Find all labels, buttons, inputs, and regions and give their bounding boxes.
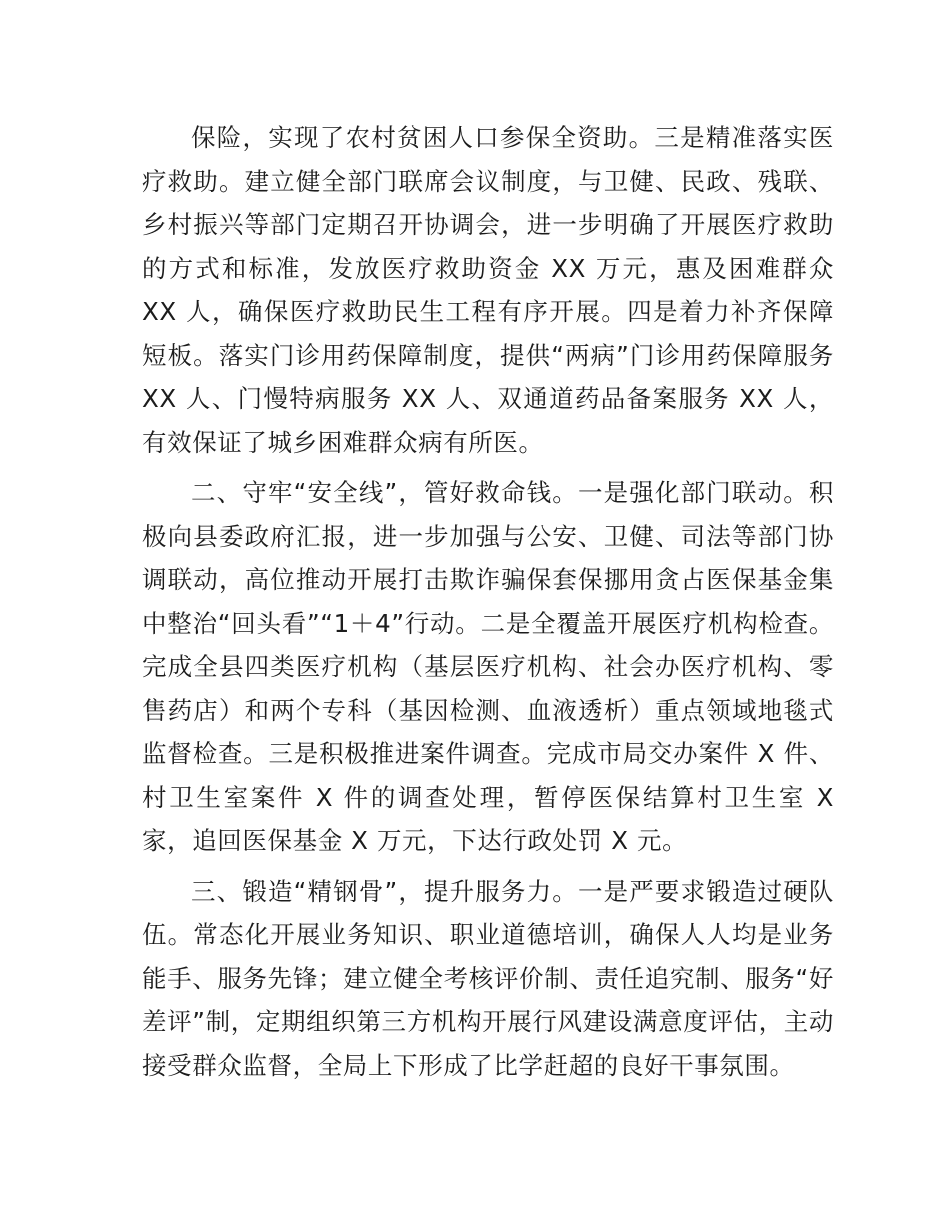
paragraph-service-capacity: 三、锻造“精钢骨”，提升服务力。一是严要求锻造过硬队伍。常态化开展业务知识、职业道德培训，确保人人均是业务能手、服务先锋；建立健全考核评价制、责任追究制、服务“好差评”制，定期组织第三方机构开展行风建设满意度评估，主动接受群众监督，全局上下形成了比学赶超的良好干事氛围。: [142, 876, 834, 1080]
document-body: [142, 116, 834, 1087]
paragraph-medical-assistance: 保险，实现了农村贫困人口参保全资助。三是精准落实医疗救助。建立健全部门联席会议制度，与卫健、民政、残联、乡村振兴等部门定期召开协调会，进一步明确了开展医疗救助的方式和标准，发放医疗救助资金 XX 万元，惠及困难群众 XX 人，确保医疗救助民生工程有序开展。四是着力补齐保障短板。落实门诊用药保障制度，提供“两病”门诊用药保障服务 XX 人、门慢特病服务 XX 人、双通道药品备案服务 XX 人，有效保证了城乡困难群众病有所医。: [142, 123, 834, 457]
paragraph-safety-line: 二、守牢“安全线”，管好救命钱。一是强化部门联动。积极向县委政府汇报，进一步加强与公安、卫健、司法等部门协调联动，高位推动开展打击欺诈骗保套保挪用贪占医保基金集中整治“回头看”“1＋4”行动。二是全覆盖开展医疗机构检查。完成全县四类医疗机构（基层医疗机构、社会办医疗机构、零售药店）和两个专科（基因检测、血液透析）重点领域地毯式监督检查。三是积极推进案件调查。完成市局交办案件 X 件、村卫生室案件 X 件的调查处理，暂停医保结算村卫生室 X 家，追回医保基金 X 万元，下达行政处罚 X 元。: [142, 478, 834, 855]
